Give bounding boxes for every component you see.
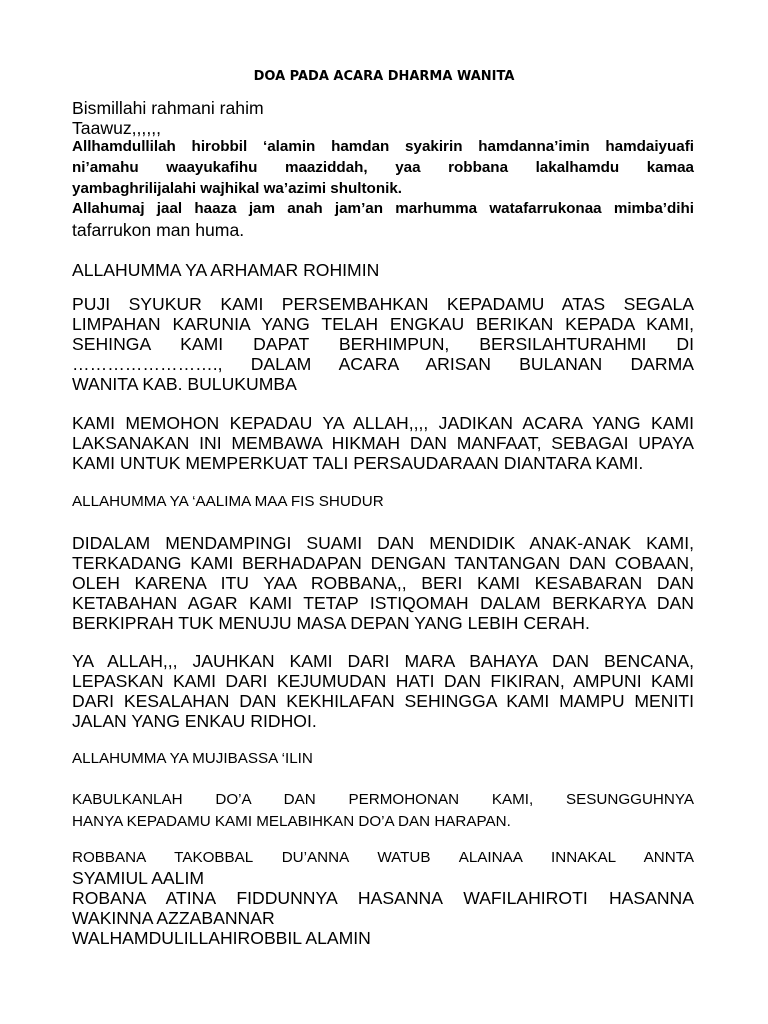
paragraph-line: ……………………., DALAM ACARA ARISAN BULANAN DARMA [72,354,694,374]
paragraph-line: BERKIPRAH TUK MENUJU MASA DEPAN YANG LEBIH CERAH. [72,613,590,633]
document-title: DOA PADA ACARA DHARMA WANITA [253,69,515,84]
invocation-text: ALLAHUMMA YA MUJIBASSA ‘ILIN [72,750,313,767]
paragraph-request [72,413,694,473]
opening-block [72,98,694,240]
paragraph-line: TERKADANG KAMI BERHADAPAN DENGAN TANTANGAN DAN COBAAN, [72,553,694,573]
paragraph-protection [72,651,694,731]
paragraph-line: OLEH KARENA ITU YAA ROBBANA,, BERI KAMI KESABARAN DAN [72,573,694,593]
invocation-heading [72,749,694,769]
paragraph-line: KABULKANLAH DO’A DAN PERMOHONAN KAMI, SESUNGGUHNYA [72,791,694,808]
invocation-heading [72,492,694,512]
opening-line: Taawuz,,,,,, [72,118,161,138]
paragraph-line: SEHINGA KAMI DAPAT BERHIMPUN, BERSILAHTURAHMI DI [72,334,694,354]
opening-bold-line: Allhamdullilah hirobbil ‘alamin hamdan syakirin hamdanna’imin hamdaiyuafi [72,138,694,155]
paragraph-line: LAKSANAKAN INI MEMBAWA HIKMAH DAN MANFAAT, SEBAGAI UPAYA [72,433,694,453]
opening-bold-line: ni’amahu waayukafihu maaziddah, yaa robbana lakalhamdu kamaa [72,159,694,176]
paragraph-line: KETABAHAN AGAR KAMI TETAP ISTIQOMAH DALAM BERKARYA DAN [72,593,694,613]
paragraph-acceptance [72,789,694,833]
paragraph-line: PUJI SYUKUR KAMI PERSEMBAHKAN KEPADAMU ATAS SEGALA [72,294,694,314]
paragraph-line: DARI KESALAHAN DAN KEKHILAFAN SEHINGGA KAMI MAMPU MENITI [72,691,694,711]
invocation-text: ALLAHUMMA YA ARHAMAR ROHIMIN [72,260,380,280]
closing-line: SYAMIUL AALIM [72,868,204,888]
paragraph-line: KAMI UNTUK MEMPERKUAT TALI PERSAUDARAAN DIANTARA KAMI. [72,453,644,473]
invocation-text: ALLAHUMMA YA ‘AALIMA MAA FIS SHUDUR [72,493,384,510]
opening-line: tafarrukon man huma. [72,220,245,240]
paragraph-line: DIDALAM MENDAMPINGI SUAMI DAN MENDIDIK ANAK-ANAK KAMI, [72,533,694,553]
paragraph-line: LIMPAHAN KARUNIA YANG TELAH ENGKAU BERIKAN KEPADA KAMI, [72,314,694,334]
paragraph-line: KAMI MEMOHON KEPADAU YA ALLAH,,,, JADIKAN ACARA YANG KAMI [72,413,694,433]
closing-line: WAKINNA AZZABANNAR [72,908,275,928]
paragraph-family [72,533,694,633]
paragraph-line: YA ALLAH,,, JAUHKAN KAMI DARI MARA BAHAYA DAN BENCANA, [72,651,694,671]
paragraph-line: JALAN YANG ENKAU RIDHOI. [72,711,317,731]
closing-line: ROBBANA TAKOBBAL DU’ANNA WATUB ALAINAA INNAKAL ANNTA [72,849,694,866]
opening-line: Bismillahi rahmani rahim [72,98,264,118]
paragraph-gratitude [72,294,694,394]
closing-line: WALHAMDULILLAHIROBBIL ALAMIN [72,928,371,948]
paragraph-line: LEPASKAN KAMI DARI KEJUMUDAN HATI DAN FIKIRAN, AMPUNI KAMI [72,671,694,691]
closing-line: ROBANA ATINA FIDDUNNYA HASANNA WAFILAHIROTI HASANNA [72,888,694,908]
paragraph-line: WANITA KAB. BULUKUMBA [72,374,297,394]
opening-bold-line: Allahumaj jaal haaza jam anah jam’an marhumma watafarrukonaa mimba’dihi [72,200,694,217]
invocation-heading [72,260,694,280]
closing-block [72,848,694,948]
opening-bold-line: yambaghrilijalahi wajhikal wa’azimi shultonik. [72,180,403,197]
paragraph-line: HANYA KEPADAMU KAMI MELABIHKAN DO’A DAN HARAPAN. [72,813,511,830]
